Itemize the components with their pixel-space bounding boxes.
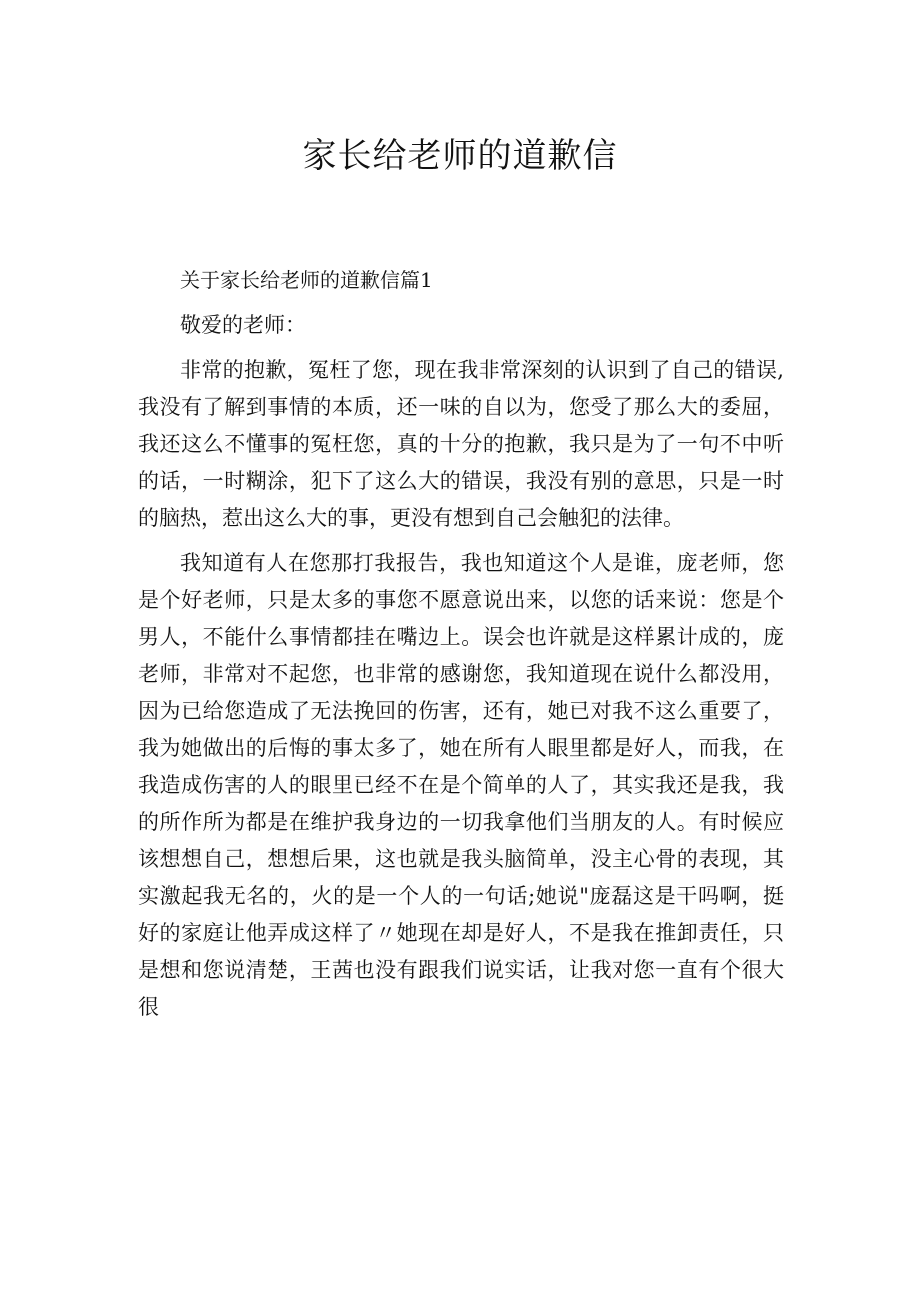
salutation: 敬爱的老师： xyxy=(180,313,306,337)
paragraph-2: 我知道有人在您那打我报告，我也知道这个人是谁，庞老师，您是个好老师，只是太多的事您不愿意说出来，以您的话来说：您是个男人，不能什么事情都挂在嘴边上。误会也许就是这样累计成的，庞老师，非常对不起您，也非常的感谢您，我知道现在说什么都没用，因为已给您造成了无法挽回的伤害，还有，她已对我不这么重要了，我为她做出的后悔的事太多了，她在所有人眼里都是好人，而我，在我造成伤害的人的眼里已经不在是个简单的人了，其实我还是我，我的所作所为都是在维护我身边的一切我拿他们当朋友的人。有时候应该想想自己，想想后果，这也就是我头脑简单，没主心骨的表现，其实激起我无名的，火的是一个人的一句话;她说"庞磊这是干吗啊，挺好的家庭让他弄成这样了〃她现在却是好人，不是我在推卸责任，只是想和您说清楚，王茜也没有跟我们说实话，让我对您一直有个很大很 xyxy=(138,551,784,1019)
document-title: 家长给老师的道歉信 xyxy=(302,136,618,176)
paragraph-1: 非常的抱歉，冤枉了您，现在我非常深刻的认识到了自己的错误,我没有了解到事情的本质，还一味的自以为，您受了那么大的委屈，我还这么不懂事的冤枉您，真的十分的抱歉，我只是为了一句不中听的话，一时糊涂，犯下了这么大的错误，我没有别的意思，只是一时的脑热，惹出这么大的事，更没有想到自己会触犯的法律。 xyxy=(138,358,784,530)
section-heading: 关于家长给老师的道歉信篇1 xyxy=(180,268,433,292)
document-body xyxy=(138,262,784,1026)
